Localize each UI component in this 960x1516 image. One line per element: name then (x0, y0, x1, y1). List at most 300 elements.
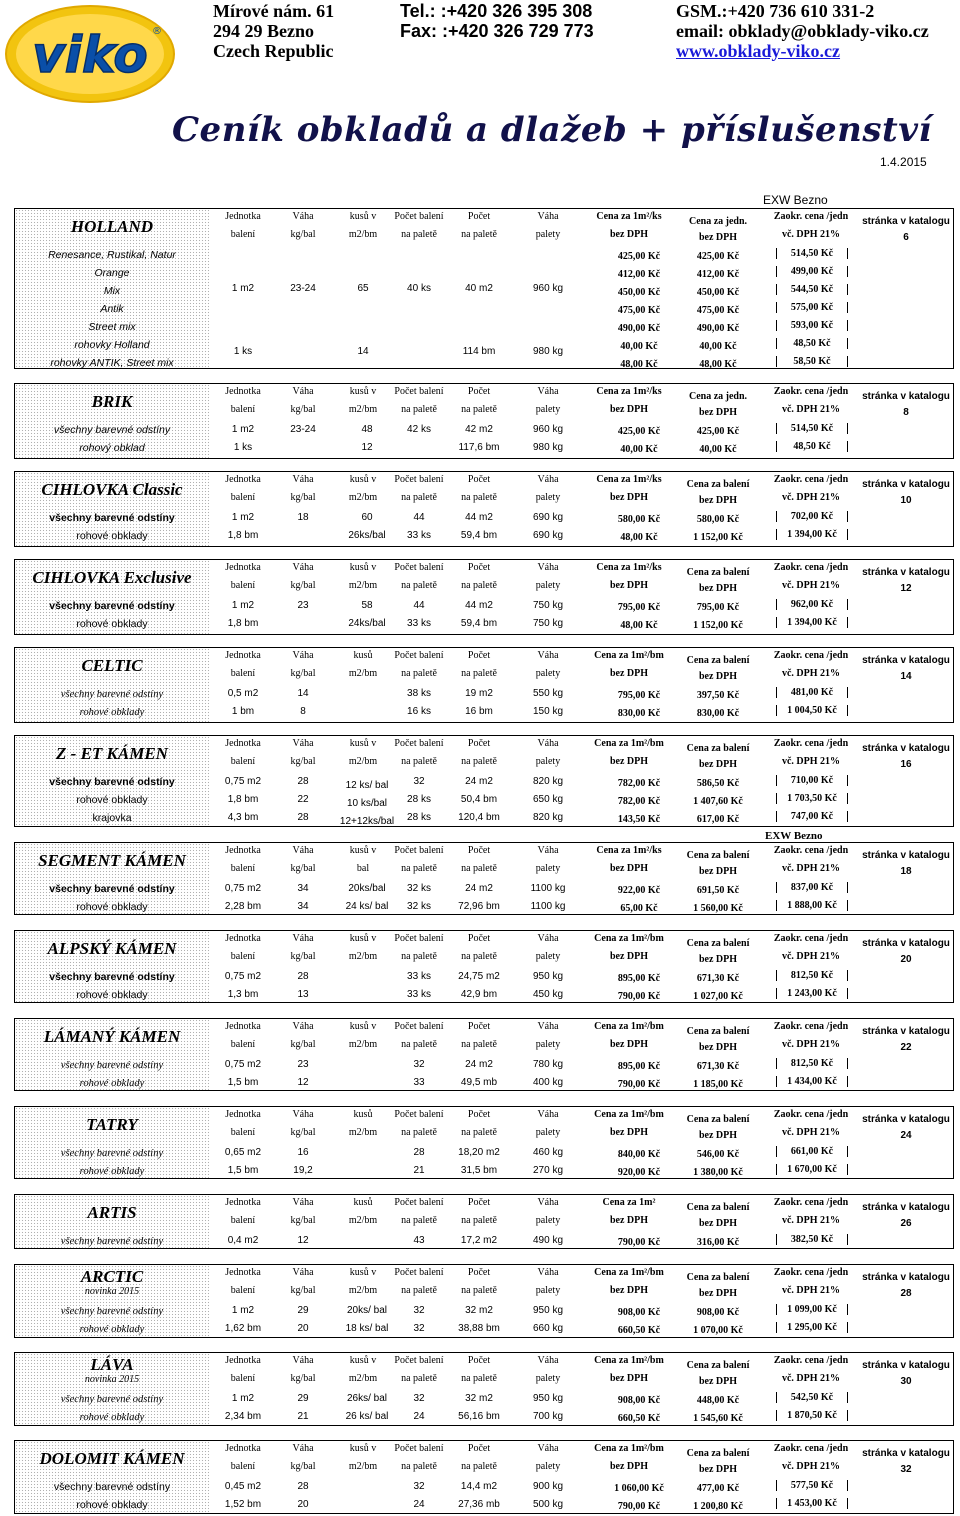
header-rounded-price: Zaokr. cena /jedn (773, 1197, 849, 1208)
product-name: ARTIS (87, 1203, 137, 1222)
catalog-page-number: 32 (900, 1464, 912, 1475)
product-name: BRIK (91, 392, 133, 411)
header-catalog-page: stránka v katalogu (862, 1114, 950, 1125)
header-pack-price: Cena za balení (686, 1448, 750, 1459)
cell-pack-price: 908,00 Kč (696, 1307, 740, 1318)
header-pieces-sub: m2/bm (348, 1285, 378, 1296)
row-label: všechny barevné odstíny (49, 776, 175, 788)
header-count: Počet (467, 1197, 491, 1208)
cell-pack-price: 448,00 Kč (696, 1395, 740, 1406)
catalog-page-number: 16 (900, 759, 912, 770)
address-country: Czech Republic (213, 41, 334, 61)
header-packs: Počet balení (394, 474, 444, 485)
cell-price: 795,00 Kč (617, 690, 661, 701)
header-count-sub: na paletě (461, 404, 497, 415)
catalog-page-number: 22 (900, 1042, 912, 1053)
cell-packs: 28 ks (407, 794, 431, 805)
header-packs: Počet balení (394, 562, 444, 573)
header-rounded-price-sub: vč. DPH 21% (781, 951, 841, 962)
header-rounded-price-sub: vč. DPH 21% (781, 1127, 841, 1138)
exw-label-2: EXW Bezno (765, 830, 823, 842)
cell-packs: 38 ks (407, 688, 431, 699)
cell-pallet-weight: 690 kg (532, 512, 564, 523)
cell-rounded-price: 710,00 Kč (776, 775, 848, 786)
row-label: Renesance, Rustikal, Natur (48, 249, 176, 261)
cell-unit: 0,75 m2 (224, 1059, 262, 1070)
header-count: Počet (467, 933, 491, 944)
header-pieces: kusů (353, 650, 373, 661)
cell-rounded-price: 962,00 Kč (776, 599, 848, 610)
cell-pallet-weight: 750 kg (532, 618, 564, 629)
catalog-page-number: 10 (900, 495, 912, 506)
header-packs-sub: na paletě (401, 1373, 437, 1384)
header-count-sub: na paletě (461, 1127, 497, 1138)
cell-weight: 23 (297, 600, 309, 611)
header-count: Počet (467, 474, 491, 485)
header-weight: Váha (292, 738, 314, 749)
header-count-sub: na paletě (461, 951, 497, 962)
cell-pallet-weight: 500 kg (532, 1499, 564, 1510)
header-weight: Váha (292, 1443, 314, 1454)
header-count: Počet (467, 1109, 491, 1120)
header-pieces: kusů v (349, 933, 377, 944)
cell-weight: 23-24 (290, 424, 316, 435)
catalog-page-number: 30 (900, 1376, 912, 1387)
address-city: 294 29 Bezno (213, 21, 314, 41)
header-pack-price: Cena za balení (686, 743, 750, 754)
cell-packs: 33 ks (407, 618, 431, 629)
cell-count: 40 m2 (465, 283, 493, 294)
cell-weight: 23-24 (290, 283, 316, 294)
cell-rounded-price: 499,00 Kč (776, 266, 848, 277)
header-price-sub: bez DPH (609, 1461, 649, 1472)
cell-count: 38,88 bm (458, 1323, 500, 1334)
header-packs-sub: na paletě (401, 1215, 437, 1226)
cell-rounded-price: 514,50 Kč (776, 423, 848, 434)
phone-number: Tel.: :+420 326 395 308 (400, 1, 593, 21)
cell-unit: 1,5 bm (227, 1077, 259, 1088)
header-rounded-price-sub: vč. DPH 21% (781, 1461, 841, 1472)
header-pieces-sub: m2/bm (348, 229, 378, 240)
cell-pallet-weight: 950 kg (532, 1305, 564, 1316)
row-label: všechny barevné odstíny (60, 1306, 164, 1317)
cell-pallet-weight: 960 kg (532, 283, 564, 294)
price-date: 1.4.2015 (880, 155, 927, 169)
cell-count: 32 m2 (465, 1393, 493, 1404)
header-unit: Jednotka (225, 386, 261, 397)
cell-price: 425,00 Kč (617, 426, 661, 437)
header-unit-sub: balení (230, 229, 256, 240)
header-catalog-page: stránka v katalogu (862, 743, 950, 754)
product-name: ALPSKÝ KÁMEN (47, 939, 177, 958)
header-count-sub: na paletě (461, 229, 497, 240)
cell-weight: 19,2 (293, 1165, 313, 1176)
header-rounded-price: Zaokr. cena /jedn (773, 386, 849, 397)
header-price: Cena za 1m²/bm (594, 1443, 664, 1454)
header-pack-price-sub: bez DPH (698, 1288, 738, 1299)
cell-packs: 32 (413, 1481, 425, 1492)
header-packs: Počet balení (394, 1267, 444, 1278)
cell-count: 24 m2 (465, 776, 493, 787)
cell-pack-price: 412,00 Kč (696, 269, 740, 280)
cell-pallet-weight: 450 kg (532, 989, 564, 1000)
product-name: CIHLOVKA Exclusive (32, 568, 192, 587)
header-pack-price: Cena za balení (686, 479, 750, 490)
header-pack-price: Cena za balení (686, 655, 750, 666)
header-pieces: kusů v (349, 1443, 377, 1454)
header-unit-sub: balení (230, 863, 256, 874)
header-pallet-weight-sub: palety (535, 580, 561, 591)
header-pallet-weight-sub: palety (535, 492, 561, 503)
cell-price: 65,00 Kč (620, 903, 658, 914)
header-rounded-price-sub: vč. DPH 21% (781, 1215, 841, 1226)
cell-weight: 21 (297, 1411, 309, 1422)
cell-pack-price: 475,00 Kč (696, 305, 740, 316)
cell-rounded-price: 837,00 Kč (776, 882, 848, 893)
header-packs: Počet balení (394, 1021, 444, 1032)
header-weight: Váha (292, 562, 314, 573)
header-price-sub: bez DPH (609, 229, 649, 240)
header-count-sub: na paletě (461, 492, 497, 503)
product-name: SEGMENT KÁMEN (38, 851, 186, 870)
cell-count: 42,9 bm (460, 989, 498, 1000)
cell-pack-price: 1 407,60 Kč (693, 796, 743, 807)
header-weight: Váha (292, 1267, 314, 1278)
header-pack-price-sub: bez DPH (698, 407, 738, 418)
header-price: Cena za 1m²/ks (596, 211, 662, 222)
cell-price: 908,00 Kč (617, 1395, 661, 1406)
cell-price: 790,00 Kč (617, 1501, 661, 1512)
row-label: všechny barevné odstíny (60, 1060, 164, 1071)
cell-rounded-price: 661,00 Kč (776, 1146, 848, 1157)
cell-price: 660,50 Kč (617, 1325, 661, 1336)
header-unit: Jednotka (225, 211, 261, 222)
cell-unit: 2,28 bm (224, 901, 262, 912)
header-unit: Jednotka (225, 1267, 261, 1278)
cell-count: 59,4 bm (460, 618, 498, 629)
header-packs-sub: na paletě (401, 404, 437, 415)
catalog-page-number: 14 (900, 671, 912, 682)
cell-pieces: 24ks/bal (348, 618, 386, 629)
header-packs-sub: na paletě (401, 1127, 437, 1138)
product-name: CELTIC (81, 656, 143, 675)
header-catalog-page: stránka v katalogu (862, 1202, 950, 1213)
cell-pallet-weight: 950 kg (532, 1393, 564, 1404)
cell-count: 24 m2 (465, 883, 493, 894)
cell-packs: 32 ks (407, 901, 431, 912)
cell-count: 117,6 bm (458, 442, 500, 453)
cell-pack-price: 1 152,00 Kč (693, 532, 743, 543)
header-count: Počet (467, 386, 491, 397)
header-rounded-price-sub: vč. DPH 21% (781, 492, 841, 503)
header-price-sub: bez DPH (609, 1127, 649, 1138)
header-weight-sub: kg/bal (290, 1285, 316, 1296)
cell-pack-price: 490,00 Kč (696, 323, 740, 334)
header-pack-price: Cena za jedn. (688, 391, 748, 402)
cell-unit: 1,52 bm (224, 1499, 262, 1510)
cell-unit: 0,75 m2 (224, 971, 262, 982)
page-title: Ceník obkladů a dlažeb + příslušenství (172, 110, 932, 150)
cell-unit: 1,8 bm (227, 530, 259, 541)
svg-text:®: ® (152, 26, 162, 37)
cell-packs: 32 (413, 1059, 425, 1070)
cell-price: 895,00 Kč (617, 973, 661, 984)
header-packs: Počet balení (394, 933, 444, 944)
header-packs-sub: na paletě (401, 492, 437, 503)
cell-price: 40,00 Kč (620, 341, 658, 352)
cell-unit: 1,8 bm (227, 618, 259, 629)
header-weight-sub: kg/bal (290, 863, 316, 874)
cell-unit: 4,3 bm (227, 812, 259, 823)
cell-pack-price: 1 152,00 Kč (693, 620, 743, 631)
website-link[interactable]: www.obklady-viko.cz (676, 41, 841, 61)
cell-unit: 1,8 bm (227, 794, 259, 805)
row-label: všechny barevné odstíny (60, 1394, 164, 1405)
exw-label: EXW Bezno (763, 193, 828, 207)
cell-pack-price: 1 070,00 Kč (693, 1325, 743, 1336)
cell-price: 490,00 Kč (617, 323, 661, 334)
cell-weight: 14 (297, 688, 309, 699)
cell-unit: 1 bm (231, 706, 255, 717)
cell-unit: 0,75 m2 (224, 776, 262, 787)
cell-pack-price: 48,00 Kč (699, 359, 737, 370)
product-name: CIHLOVKA Classic (41, 480, 183, 499)
cell-pieces: 14 (357, 346, 369, 357)
cell-packs: 40 ks (407, 283, 431, 294)
cell-price: 895,00 Kč (617, 1061, 661, 1072)
header-count-sub: na paletě (461, 756, 497, 767)
header-count-sub: na paletě (461, 1215, 497, 1226)
cell-rounded-price: 1 888,00 Kč (776, 900, 848, 911)
cell-pieces: 48 (361, 424, 373, 435)
header-unit: Jednotka (225, 845, 261, 856)
cell-pack-price: 1 545,60 Kč (693, 1413, 743, 1424)
header-count: Počet (467, 650, 491, 661)
cell-weight: 22 (297, 794, 309, 805)
cell-pallet-weight: 460 kg (532, 1147, 564, 1158)
section-artis (14, 1194, 954, 1249)
cell-pieces: 12 (361, 442, 373, 453)
header-rounded-price: Zaokr. cena /jedn (773, 562, 849, 573)
cell-price: 48,00 Kč (620, 620, 658, 631)
cell-weight: 20 (297, 1323, 309, 1334)
header-packs-sub: na paletě (401, 229, 437, 240)
header-rounded-price: Zaokr. cena /jedn (773, 1021, 849, 1032)
cell-count: 120,4 bm (458, 812, 500, 823)
header-price-sub: bez DPH (609, 1373, 649, 1384)
cell-unit: 2,34 bm (224, 1411, 262, 1422)
header-catalog-page: stránka v katalogu (862, 216, 950, 227)
catalog-page-number: 24 (900, 1130, 912, 1141)
cell-pack-price: 1 560,00 Kč (693, 903, 743, 914)
header-count: Počet (467, 845, 491, 856)
header-pieces: kusů v (349, 1355, 377, 1366)
cell-price: 830,00 Kč (617, 708, 661, 719)
cell-rounded-price: 544,50 Kč (776, 284, 848, 295)
header-pallet-weight-sub: palety (535, 1215, 561, 1226)
header-unit: Jednotka (225, 650, 261, 661)
row-label: všechny barevné odstíny (60, 1148, 164, 1159)
cell-unit: 1 m2 (231, 512, 255, 523)
header-unit-sub: balení (230, 951, 256, 962)
cell-pack-price: 40,00 Kč (699, 444, 737, 455)
cell-unit: 0,45 m2 (224, 1481, 262, 1492)
catalog-page-number: 8 (903, 407, 909, 418)
cell-count: 18,20 m2 (458, 1147, 500, 1158)
header-catalog-page: stránka v katalogu (862, 1272, 950, 1283)
row-label: rohové obklady (76, 530, 148, 542)
cell-weight: 34 (297, 883, 309, 894)
catalog-page-number: 12 (900, 583, 912, 594)
cell-pallet-weight: 750 kg (532, 600, 564, 611)
cell-pallet-weight: 1100 kg (530, 883, 566, 894)
gsm-number: GSM.:+420 736 610 331-2 (676, 1, 875, 21)
header-packs: Počet balení (394, 1109, 444, 1120)
cell-pack-price: 1 185,00 Kč (693, 1079, 743, 1090)
cell-pallet-weight: 1100 kg (530, 901, 566, 912)
cell-pieces: 26ks/ bal (346, 1393, 388, 1404)
header-pallet-weight: Váha (537, 562, 559, 573)
cell-pack-price: 795,00 Kč (696, 602, 740, 613)
header-catalog-page: stránka v katalogu (862, 655, 950, 666)
header-weight: Váha (292, 1355, 314, 1366)
header-pack-price-sub: bez DPH (698, 759, 738, 770)
header-pallet-weight-sub: palety (535, 951, 561, 962)
header-price: Cena za 1m² (602, 1197, 656, 1208)
header-pieces: kusů v (349, 738, 377, 749)
email-address: email: obklady@obklady-viko.cz (676, 21, 929, 41)
cell-rounded-price: 58,50 Kč (776, 356, 848, 367)
cell-pieces: 12 ks/ bal (345, 780, 389, 791)
cell-pallet-weight: 700 kg (532, 1411, 564, 1422)
header-packs: Počet balení (394, 650, 444, 661)
cell-rounded-price: 575,00 Kč (776, 302, 848, 313)
row-label: Street mix (88, 321, 136, 333)
cell-price: 580,00 Kč (617, 514, 661, 525)
catalog-page-number: 28 (900, 1288, 912, 1299)
header-price: Cena za 1m²/bm (594, 1267, 664, 1278)
header-rounded-price-sub: vč. DPH 21% (781, 1039, 841, 1050)
cell-pack-price: 671,30 Kč (696, 1061, 740, 1072)
cell-weight: 28 (297, 812, 309, 823)
header-unit: Jednotka (225, 738, 261, 749)
header-rounded-price: Zaokr. cena /jedn (773, 474, 849, 485)
fax-number: Fax: :+420 326 729 773 (400, 21, 594, 41)
product-name: LÁVA (90, 1355, 134, 1374)
section-l-man-k-men (14, 1018, 954, 1091)
cell-rounded-price: 1 434,00 Kč (776, 1076, 848, 1087)
header-packs: Počet balení (394, 386, 444, 397)
header-pieces: kusů v (349, 474, 377, 485)
header-pack-price-sub: bez DPH (698, 232, 738, 243)
header-pack-price: Cena za balení (686, 567, 750, 578)
cell-price: 790,00 Kč (617, 991, 661, 1002)
cell-weight: 34 (297, 901, 309, 912)
section-arctic (14, 1264, 954, 1338)
cell-pallet-weight: 960 kg (532, 424, 564, 435)
cell-pack-price: 1 200,80 Kč (693, 1501, 743, 1512)
row-label: rohový obklad (79, 442, 145, 454)
cell-pieces: 60 (361, 512, 373, 523)
header-pieces-sub: m2/bm (348, 1373, 378, 1384)
cell-price: 143,50 Kč (617, 814, 661, 825)
header-pack-price-sub: bez DPH (698, 1218, 738, 1229)
section-cihlovka-classic (14, 471, 954, 547)
header-pieces-sub: m2/bm (348, 951, 378, 962)
cell-pallet-weight: 660 kg (532, 1323, 564, 1334)
header-count: Počet (467, 738, 491, 749)
header-pieces: kusů v (349, 845, 377, 856)
cell-count: 24,75 m2 (458, 971, 500, 982)
cell-unit: 0,5 m2 (227, 688, 259, 699)
cell-pieces: 20ks/ bal (346, 1305, 388, 1316)
product-name: TATRY (86, 1115, 138, 1134)
cell-pack-price: 1 380,00 Kč (693, 1167, 743, 1178)
row-label: všechny barevné odstíny (49, 971, 175, 983)
cell-rounded-price: 481,00 Kč (776, 687, 848, 698)
header-pieces-sub: m2/bm (348, 1461, 378, 1472)
cell-rounded-price: 382,50 Kč (776, 1234, 848, 1245)
header-price-sub: bez DPH (609, 404, 649, 415)
cell-packs: 33 ks (407, 989, 431, 1000)
cell-price: 795,00 Kč (617, 602, 661, 613)
row-label: všechny barevné odstíny (60, 1236, 164, 1247)
header-price-sub: bez DPH (609, 492, 649, 503)
cell-pieces: 12+12ks/bal (339, 816, 395, 827)
header-pack-price: Cena za jedn. (688, 216, 748, 227)
cell-packs: 16 ks (407, 706, 431, 717)
row-label: všechny barevné odstíny (49, 600, 175, 612)
header-count: Počet (467, 1443, 491, 1454)
product-name: DOLOMIT KÁMEN (39, 1449, 185, 1468)
cell-packs: 32 (413, 1305, 425, 1316)
cell-weight: 20 (297, 1499, 309, 1510)
cell-price: 475,00 Kč (617, 305, 661, 316)
cell-unit: 1,3 bm (227, 989, 259, 1000)
header-unit: Jednotka (225, 1021, 261, 1032)
cell-unit: 1 m2 (231, 424, 255, 435)
cell-pieces: 65 (357, 283, 369, 294)
header-catalog-page: stránka v katalogu (862, 1360, 950, 1371)
header-weight: Váha (292, 386, 314, 397)
header-count-sub: na paletě (461, 580, 497, 591)
header-rounded-price: Zaokr. cena /jedn (773, 1443, 849, 1454)
cell-pack-price: 691,50 Kč (696, 885, 740, 896)
header-weight-sub: kg/bal (290, 1373, 316, 1384)
header-pieces-sub: m2/bm (348, 756, 378, 767)
cell-packs: 42 ks (407, 424, 431, 435)
header-weight-sub: kg/bal (290, 951, 316, 962)
header-pack-price-sub: bez DPH (698, 671, 738, 682)
row-label: rohové obklady (79, 1412, 145, 1423)
header-pack-price-sub: bez DPH (698, 495, 738, 506)
cell-pack-price: 477,00 Kč (696, 1483, 740, 1494)
cell-packs: 33 ks (407, 971, 431, 982)
header-weight: Váha (292, 650, 314, 661)
header-pieces-sub: m2/bm (348, 1215, 378, 1226)
cell-count: 56,16 bm (458, 1411, 500, 1422)
cell-packs: 21 (413, 1165, 425, 1176)
header-pieces-sub: m2/bm (348, 668, 378, 679)
cell-rounded-price: 1 243,00 Kč (776, 988, 848, 999)
header-unit: Jednotka (225, 1197, 261, 1208)
cell-packs: 28 (413, 1147, 425, 1158)
cell-pack-price: 671,30 Kč (696, 973, 740, 984)
row-label: všechny barevné odstíny (49, 883, 175, 895)
header-catalog-page: stránka v katalogu (862, 1448, 950, 1459)
header-unit-sub: balení (230, 1127, 256, 1138)
header-pack-price-sub: bez DPH (698, 866, 738, 877)
